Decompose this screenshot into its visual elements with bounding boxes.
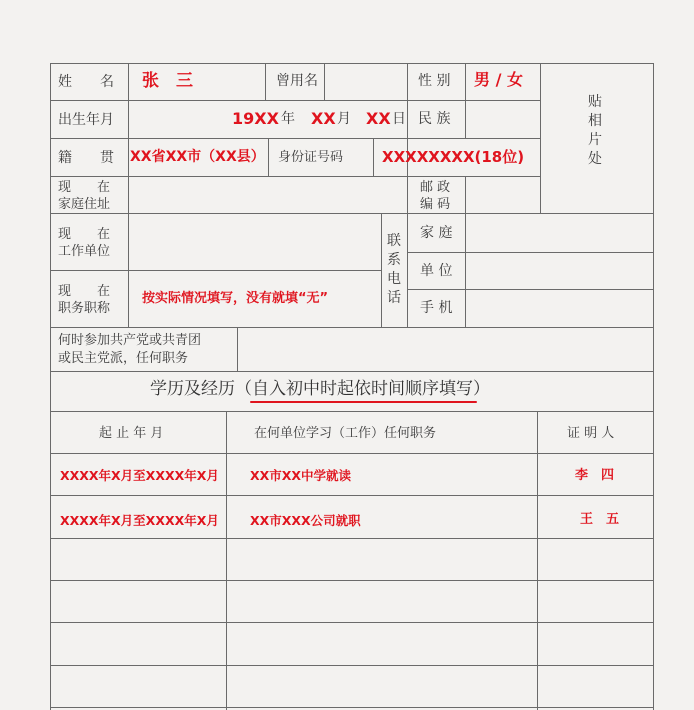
col-header-witness: 证 明 人 [567, 426, 615, 441]
position-value[interactable]: 按实际情况填写，没有就填“无” [142, 291, 329, 306]
table-border-top [50, 63, 653, 64]
col-line [324, 63, 325, 100]
row-line [50, 213, 653, 214]
address-label-line2: 家庭住址 [58, 197, 111, 212]
col-line [381, 213, 382, 327]
gender-label: 性 别 [418, 73, 451, 89]
row-line [50, 580, 653, 581]
col-line [465, 63, 466, 100]
row-line [50, 371, 653, 372]
col-line [465, 176, 466, 213]
row-line [50, 665, 653, 666]
row-line [50, 138, 540, 139]
col-line [465, 100, 466, 138]
col-line [407, 63, 408, 327]
history-section-title: 学历及经历（自入初中时起依时间顺序填写 ） [150, 381, 490, 398]
id-number-value[interactable]: XXXXXXXX(18位) [382, 148, 525, 166]
row-line [50, 327, 653, 328]
year-char: 年 [281, 111, 295, 127]
row-line [50, 495, 653, 496]
row-line [50, 411, 653, 412]
native-place-value[interactable]: XX省XX市（XX县） [130, 149, 265, 165]
period-cell[interactable]: XXXX年X月至XXXX年X月 [60, 468, 219, 483]
col-line [265, 63, 266, 100]
mobile-label: 手 机 [420, 300, 453, 316]
row-line [407, 289, 653, 290]
birth-year[interactable]: 19XX [232, 109, 279, 128]
day-char: 日 [392, 111, 406, 127]
col-line [237, 327, 238, 371]
period-cell[interactable]: XXXX年X月至XXXX年X月 [60, 513, 219, 528]
ethnicity-label: 民 族 [418, 111, 451, 127]
former-name-label: 曾用名 [276, 73, 318, 89]
col-line [128, 63, 129, 327]
row-line [50, 100, 540, 101]
photo-area-label[interactable]: 贴 相 片 处 [588, 94, 602, 167]
name-value[interactable]: 张 三 [142, 71, 193, 91]
table-border-left [50, 63, 51, 710]
birth-label: 出生年月 [58, 112, 114, 128]
row-line [50, 176, 540, 177]
col-header-unit: 在何单位学习（工作）任何职务 [254, 426, 437, 441]
work-unit-label-line2: 工作单位 [58, 244, 111, 259]
birth-day[interactable]: XX [366, 109, 391, 128]
history-title-highlight: 自入初中时起依时间顺序填写 [252, 379, 473, 399]
position-label-line1: 现 在 [58, 284, 111, 299]
native-place-label: 籍 贯 [58, 150, 114, 166]
name-label: 姓 名 [58, 74, 114, 90]
home-phone-label: 家 庭 [420, 225, 453, 241]
col-line [226, 411, 227, 710]
col-line [373, 138, 374, 176]
party-label-line2: 或民主党派，任何职务 [58, 351, 189, 366]
work-unit-label-line1: 现 在 [58, 227, 111, 242]
highlight-underline [250, 401, 477, 403]
birth-month[interactable]: XX [311, 109, 336, 128]
witness-cell[interactable]: 李 四 [575, 468, 615, 483]
postcode-label-line2: 编 码 [420, 197, 451, 212]
row-line [50, 453, 653, 454]
col-line [540, 63, 541, 213]
table-border-right [653, 63, 654, 710]
id-number-label: 身份证号码 [278, 150, 344, 165]
col-line [465, 213, 466, 327]
gender-value[interactable]: 男 / 女 [474, 70, 523, 89]
col-line [268, 138, 269, 176]
row-line [50, 707, 653, 708]
col-header-period: 起 止 年 月 [99, 426, 164, 441]
postcode-label-line1: 邮 政 [420, 180, 451, 195]
row-line [50, 538, 653, 539]
row-line [50, 270, 381, 271]
row-line [407, 252, 653, 253]
contact-phone-label: 联 系 电 话 [387, 233, 401, 306]
col-line [537, 411, 538, 710]
row-line [50, 622, 653, 623]
unit-cell[interactable]: XX市XXX公司就职 [250, 513, 361, 528]
unit-cell[interactable]: XX市XX中学就读 [250, 468, 352, 483]
unit-phone-label: 单 位 [420, 263, 453, 279]
month-char: 月 [337, 111, 351, 127]
witness-cell[interactable]: 王 五 [580, 512, 620, 527]
position-label-line2: 职务职称 [58, 301, 111, 316]
party-label-line1: 何时参加共产党或共青团 [58, 333, 202, 348]
address-label-line1: 现 在 [58, 180, 111, 195]
